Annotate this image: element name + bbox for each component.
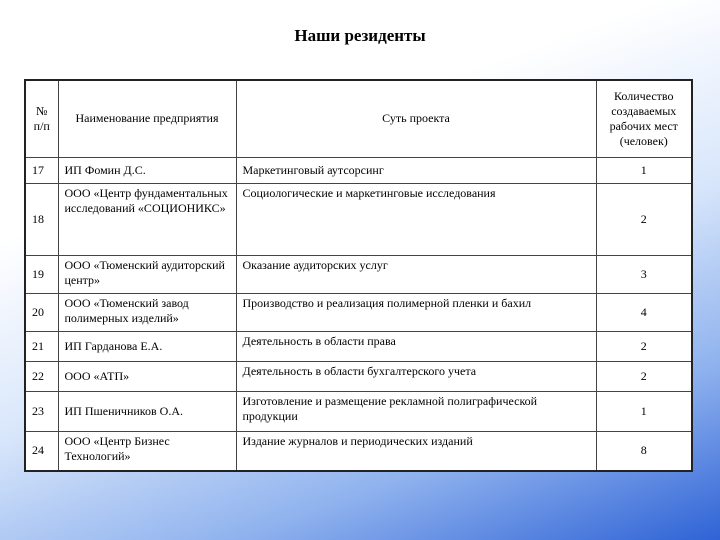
table-header-row bbox=[25, 80, 692, 157]
jobs-count: 2 bbox=[596, 331, 692, 361]
company-name: ООО «Центр Бизнес Технологий» bbox=[58, 431, 236, 471]
company-name: ООО «Центр фундаментальных исследований «СОЦИОНИКС» bbox=[58, 183, 236, 255]
header-jobs-count: Количество создаваемых рабочих мест (человек) bbox=[596, 80, 692, 157]
project-description: Производство и реализация полимерной пленки и бахил bbox=[236, 293, 596, 331]
jobs-count: 8 bbox=[596, 431, 692, 471]
row-number: 23 bbox=[25, 391, 58, 431]
header-company-name: Наименование предприятия bbox=[58, 80, 236, 157]
jobs-count: 2 bbox=[596, 361, 692, 391]
jobs-count: 1 bbox=[596, 391, 692, 431]
jobs-count: 3 bbox=[596, 255, 692, 293]
table-row bbox=[25, 255, 692, 293]
header-number: № п/п bbox=[25, 80, 58, 157]
row-number: 20 bbox=[25, 293, 58, 331]
residents-table bbox=[24, 79, 693, 472]
company-name: ИП Пшеничников О.А. bbox=[58, 391, 236, 431]
project-description: Социологические и маркетинговые исследования bbox=[236, 183, 596, 255]
project-description: Изготовление и размещение рекламной полиграфической продукции bbox=[236, 391, 596, 431]
project-description: Деятельность в области права bbox=[236, 331, 596, 361]
table-row bbox=[25, 361, 692, 391]
row-number: 17 bbox=[25, 157, 58, 183]
table-row bbox=[25, 157, 692, 183]
table-row bbox=[25, 293, 692, 331]
company-name: ИП Гарданова Е.А. bbox=[58, 331, 236, 361]
jobs-count: 1 bbox=[596, 157, 692, 183]
page-title: Наши резиденты bbox=[294, 26, 426, 45]
company-name: ООО «Тюменский завод полимерных изделий» bbox=[58, 293, 236, 331]
table-row bbox=[25, 431, 692, 471]
header-project-description: Суть проекта bbox=[236, 80, 596, 157]
project-description: Оказание аудиторских услуг bbox=[236, 255, 596, 293]
company-name: ООО «АТП» bbox=[58, 361, 236, 391]
table-row bbox=[25, 331, 692, 361]
company-name: ООО «Тюменский аудиторский центр» bbox=[58, 255, 236, 293]
table-row bbox=[25, 391, 692, 431]
jobs-count: 4 bbox=[596, 293, 692, 331]
project-description: Маркетинговый аутсорсинг bbox=[236, 157, 596, 183]
row-number: 18 bbox=[25, 183, 58, 255]
row-number: 19 bbox=[25, 255, 58, 293]
row-number: 21 bbox=[25, 331, 58, 361]
jobs-count: 2 bbox=[596, 183, 692, 255]
project-description: Издание журналов и периодических изданий bbox=[236, 431, 596, 471]
row-number: 24 bbox=[25, 431, 58, 471]
project-description: Деятельность в области бухгалтерского учета bbox=[236, 361, 596, 391]
row-number: 22 bbox=[25, 361, 58, 391]
company-name: ИП Фомин Д.С. bbox=[58, 157, 236, 183]
table-row bbox=[25, 183, 692, 255]
